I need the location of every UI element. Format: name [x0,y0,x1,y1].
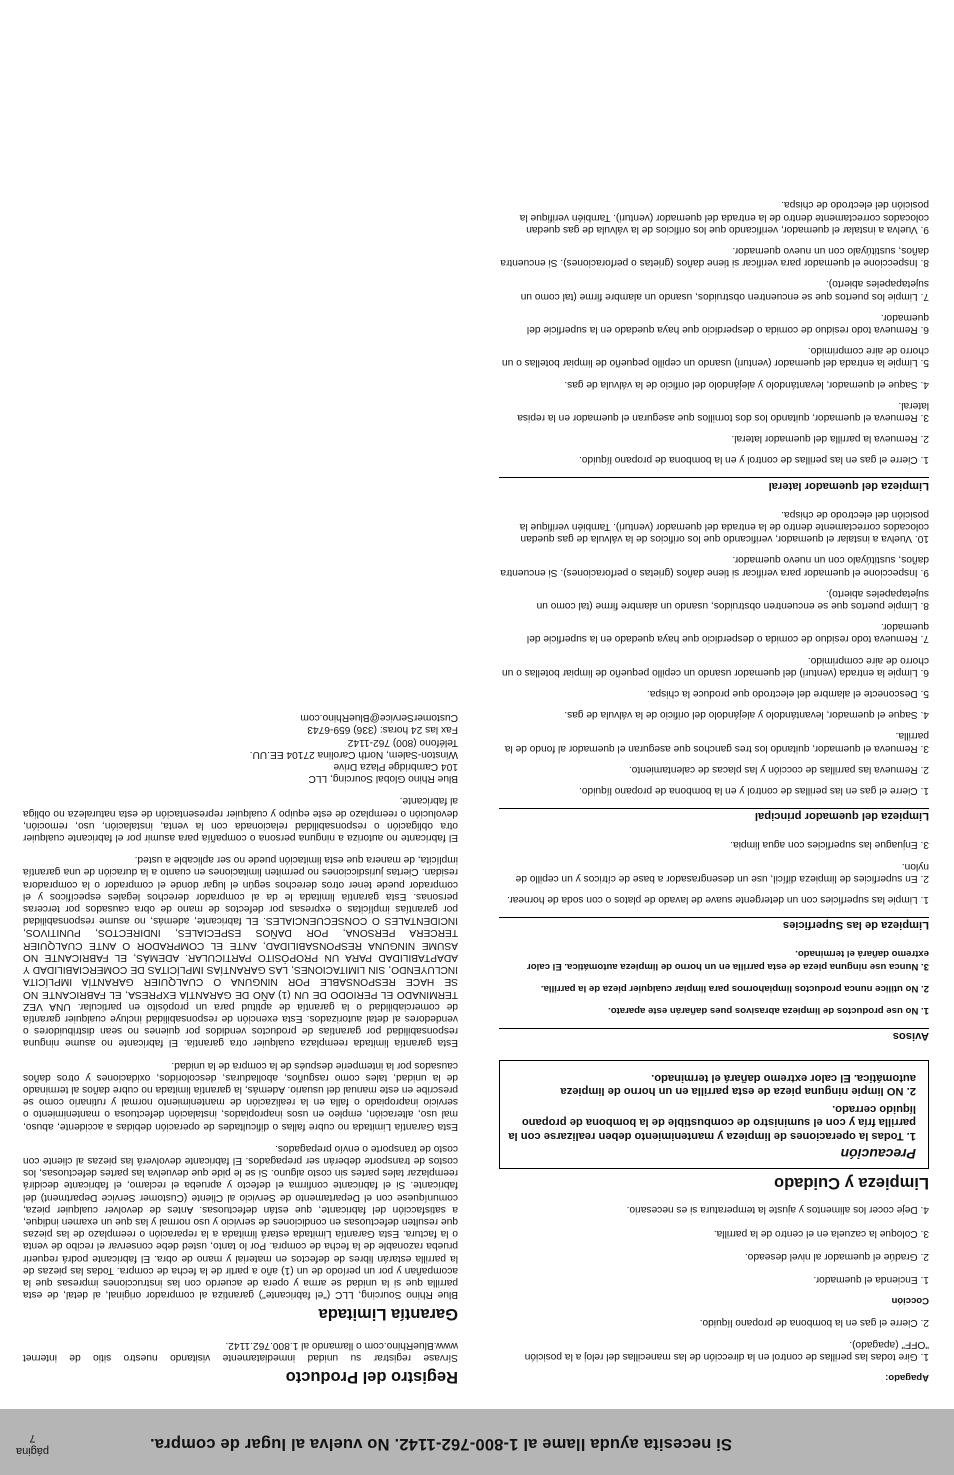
left-column [499,198,929,1383]
warranty-paragraph: Esta Garantía Limitada no cubre fallas o dificultades de operación debidas a accidente, abuso, mal uso, alteración, empleo en usos inapropiados, instalación defectuosa o mantenimiento o servicio inapropiado o falla en la realización de mantenimiento normal y rutinario como se prescribe en este manual del usuario. Además, la garantía limitada no cubre daños al terminado de la unidad, tales como rasguños, abolladuras, descoloridos, oxidaciones y otros daños causados por la intemperie después de la compra de la unidad. [23,1059,458,1132]
list-item: 4. Saque el quemador, levantándolo y alejándolo del orificio de la válvula de gas. [564,709,929,721]
list-item: 6. Remueva todo residuo de comida o desperdicio que haya quedado en la superficie del quemador. [526,311,929,335]
warranty-paragraph: Esta garantía limitada reemplaza cualquier otra garantía. El fabricante no asume ninguna responsabilidad por garantías de productos vendidos por quienes no sean distribuidores o vendedores al detal autorizados. Esta exención de responsabilidad incluye cualquier garantía de comerciabilidad o la garantía de aptitud para un propósito en particular. UNA VEZ TERMINADO EL PERIODO DE UN (1) AÑO DE GARANTÍA EXPRESA, EL FABRICANTE NO SE HACE RESPONSABLE POR NINGUNA O CUALQUIER GARANTÍA IMPLÍCITA INCLUYENDO, SIN LIMITACIONES, LAS GARANTÍAS IMPLÍCITAS DE COMERCIABILIDAD Y ADAPTABILIDAD PARA UN PROPÓSITO PARTICULAR. ADEMÁS, EL FABRICANTE NO ASUME NINGUNA RESPONSABILIDAD, ANTE EL COMPRADOR O ANTE CUALQUIER TERCERA PERSONA, POR DAÑOS ESPECIALES, INDIRECTOS, PUNITIVOS, INCIDENTALES O CONSECUENCIALES. EL fabricante, además, no asume responsabilidad por garantías implícitas o expresas por defectos de mano de obra causados por terceras personas. Esta garantía limitada le da al comprador derechos legales específicos y el comprador puede tener otros derechos según el lugar donde el comprador o la compradora residan. Ciertas jurisdicciones no permiten limitaciones en cuanto a la duración de una garantía implícita, de manera que esta limitación puede no ser aplicable a usted. [23,854,458,1049]
page-number-value: 7 [29,1432,36,1444]
warranty-paragraph: El fabricante no autoriza a ninguna persona o compañía para asumir por el fabricante cualquier otra obligación o responsabilidad relacionada con la venta, instalación, uso, remoción, devolución o reemplazo de este equipo y cualquier representación de esta naturaleza no obliga al fabricante. [23,795,458,844]
side-burner-steps [499,198,929,465]
notices-list [499,947,929,1016]
surfaces-heading: Limpieza de las Superficies [499,917,929,931]
company-address [23,711,458,784]
list-item: 2. Remueva la parrilla del quemador lateral. [731,433,929,445]
list-item: 7. Remueva todo residuo de comida o desperdicio que haya quedado en la superficie del quemador. [526,621,929,645]
list-item: 6. Limpie la entrada (venturi) del quemador usando un cepillo pequeño de limpiar botellas o un chorro de aire comprimido. [501,654,929,678]
cook-heading: Cocción [891,1295,929,1307]
address-line: Winston-Salem, North Carolina 27104 EE.UU. [249,748,458,760]
list-item: 2. Cierre el gas en la bombona de propano líquido. [699,1317,929,1329]
main-burner-heading: Limpieza del quemador principal [499,808,929,822]
page-label: página [15,1445,49,1457]
footer-bar [0,1409,954,1475]
list-item: 7. Limpie los puertos que se encuentren obstruidos, usando un alambre firme (tal como un sujetapapeles abierto). [520,278,929,302]
address-email: CustomerService@BlueRhino.com [300,712,458,724]
surfaces-steps [499,838,929,905]
right-column [23,711,458,1387]
list-item: 10. Vuelva a instalar el quemador, verificando que los orificios de la válvula de gas quedan colocados correctamente dentro de la entrada del quemador (venturi). También verifique la posición del electrodo de chispa. [519,508,929,545]
help-line: Si necesita ayuda llame al 1-800-762-1142. No vuelva al lugar de compra. [149,1435,732,1453]
caution-title: Precaución [840,1145,916,1162]
list-item: 5. Limpie la entrada del quemador (venturi) usando un cepillo pequeño de limpiar botellas o un chorro de aire comprimido. [501,345,929,369]
address-line: 104 Cambridge Plaza Drive [333,761,458,773]
list-item: 2. Gradúe el quemador al nivel deseado. [744,1250,929,1262]
page-number [16,1431,49,1457]
caution-box [499,1060,929,1169]
address-line: Teléfono (800) 762-1142 [347,736,458,748]
notice-item: 3. Nunca use ninguna pieza de esta parrilla en un horno de limpieza automática. El calor extremo dañará el terminado. [527,948,929,972]
list-item: 3. Remueva el quemador, quitando los tres ganchos que aseguran el quemador al fondo de la parrilla. [504,730,929,754]
list-item: 1. Encienda el quemador. [813,1273,929,1285]
list-item: 9. Vuelva a instalar el quemador, verificando que los orificios de la válvula de gas quedan colocados correctamente dentro de la entrada del quemador (venturi). También verifique la posición del electrodo de chispa. [519,199,929,235]
address-line: Blue Rhino Global Sourcing, LLC [308,773,458,785]
main-burner-steps [499,508,929,796]
list-item: 3. Remueva el quemador, quitando los dos tornillos que aseguran el quemador en la repisa lateral. [517,399,929,423]
cook-steps [499,1203,929,1285]
warranty-title: Garantía Limitada [318,1305,458,1324]
notices-heading: Avisos [499,1028,929,1042]
registration-title: Registro del Producto [285,1368,458,1386]
list-item: 2. En superficies de limpieza difícil, use un desengrasador a base de cítricos y un cepillo de nylon. [515,860,929,884]
list-item: 4. Deje cocer los alimentos y ajuste la temperatura si es necesario. [626,1204,929,1216]
list-item: 9. Inspeccione el quemador para verificar si tiene daños (grietas o perforaciones). Si encuentra daños, sustitúyalo con un nuevo quemador. [500,554,929,578]
list-item: 3. Coloque la cazuela en el centro de la parrilla. [713,1227,929,1239]
off-heading: Apagado: [885,1372,929,1383]
side-burner-heading: Limpieza del quemador lateral [499,477,929,491]
list-item: 1. Cierre el gas en las perillas de control y en la bombona de propano líquido. [579,785,929,797]
list-item: 1. Gire todas las perillas de control en la dirección de las manecillas del reloj a la posición "OFF" (apagado). [524,1338,929,1362]
list-item: 4. Saque el quemador, levantándolo y alejándolo del orificio de la válvula de gas. [564,378,929,390]
list-item: 1. Limpie las superficies con un detergente suave de lavado de platos o con soda de hornear. [507,894,929,906]
cleaning-title: Limpieza y Cuidado [774,1174,929,1193]
list-item: 8. Inspeccione el quemador para verificar si tiene daños (grietas o perforaciones). Si encuentra daños, sustitúyalo con un nuevo quemador. [500,244,929,269]
list-item: 1. Cierre el gas en las perillas de control y en la bombona de propano líquido. [579,454,929,466]
list-item: 8. Limpie puertos que se encuentren obstruidos, usando un alambre firme (tal como un sujetapapeles abierto). [536,587,929,611]
list-item: 3. Enjuague las superficies con agua limpia. [730,839,929,851]
notice-item: 2. No utilice nunca productos limpiahornos para limpiar cualquier pieza de la parrilla. [540,982,929,994]
registration-text: Sírvase registrar su unidad inmediatamente visitando nuestro sitio de internet www.BlueRhino.com o llamando al 1.800.762.1142. [23,1339,458,1363]
warranty-paragraph: Blue Rhino Sourcing, LLC ("el fabricante") garantiza al comprador original, al detal, de esta parrilla que si la unidad se arma y opera de acuerdo con las instrucciones impresas que la acompañan y por un período de un (1) año a partir de la fecha de compra. Todas las piezas de la parrilla estarán libres de defectos en material y mano de obra. El fabricante podrá requerir prueba razonable de la fecha de compra. Por lo tanto, usted debe conservar el recibo de venta o la factura. Esta Garantía Limitada estará limitada a la reparación o reemplazo de las piezas que resulten defectuosas en condiciones de servicio y uso normal y las que un examen indique, a satisfacción del fabricante, que están defectuosas. Antes de devolver cualquier pieza, comuníquese con el Departamento de Servicio al Cliente (Customer Service Department) del fabricante. Si el fabricante confirma el defecto y aprueba el reclamo, el fabricante decidirá reemplazar tales partes sin costo alguno. Si se le pide que devuelva las partes defectuosas, los costos de transporte deberán ser prepagados. El fabricante devolverá las piezas al cliente con costo de transporte o envío prepagados. [23,1142,458,1301]
caution-item: 2. NO limpie ninguna pieza de esta parrilla en un horno de limpieza automática. El calor extremo dañará el terminado. [560,1071,916,1098]
off-steps [499,1316,929,1362]
caution-item: 1. Todas la operaciones de limpieza y mantenimiento deben realizarse con la parrilla fría y con el suministro de combustible de la bombona de propano líquido cerrado. [508,1102,916,1142]
notice-item: 1. No use productos de limpieza abrasivos pues dañarán este aparato. [608,1005,929,1017]
list-item: 5. Desconecte el alambre del electrodo que produce la chispa. [646,688,929,700]
list-item: 2. Remueva las parrillas de cocción y las placas de calentamiento. [628,763,929,775]
address-line: Fax las 24 horas: (336) 659-6743 [307,724,458,736]
